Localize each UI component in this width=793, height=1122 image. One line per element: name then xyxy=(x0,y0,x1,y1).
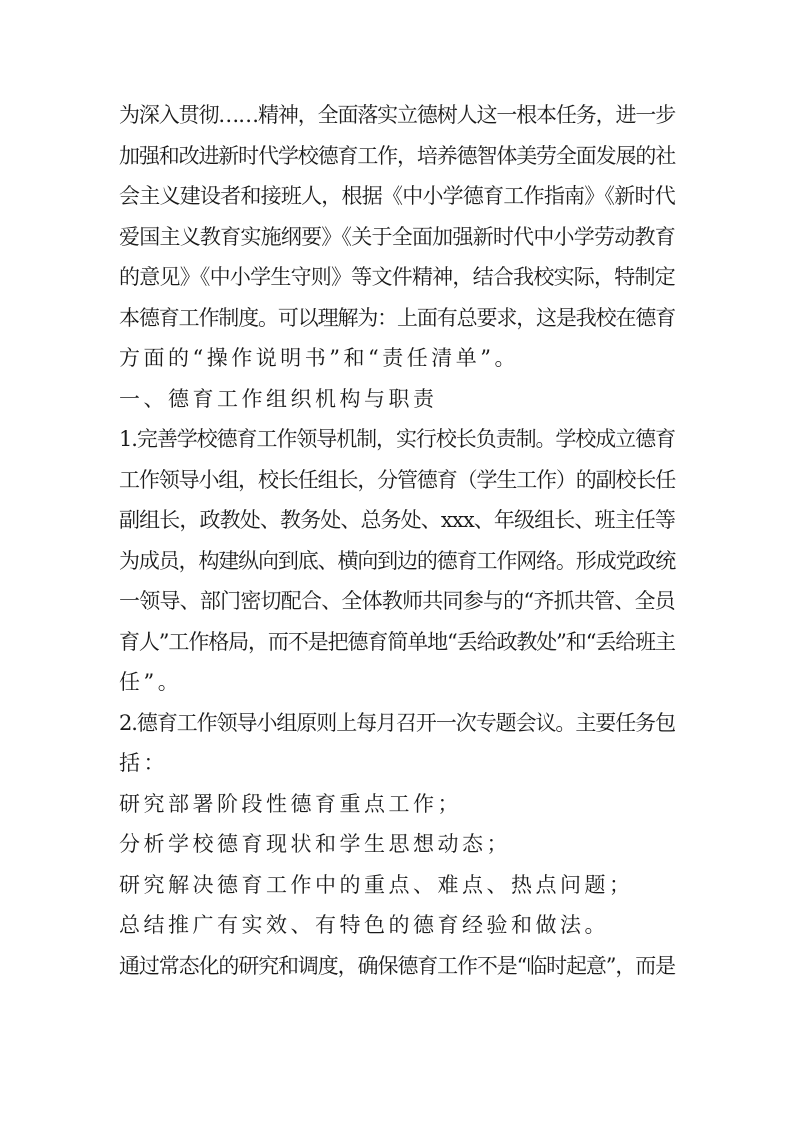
text-line-content: 通过常态化的研究和调度，确保德育工作不是“临时起意”，而是 xyxy=(119,953,675,978)
text-line-content: 为成员，构建纵向到底、横向到边的德育工作网络。形成党政统 xyxy=(119,548,676,573)
text-line xyxy=(119,703,675,744)
text-line-content: 爱国主义教育实施纲要》《关于全面加强新时代中小学劳动教育 xyxy=(119,224,675,249)
text-line-content: 的意见》《中小学生守则》等文件精神，结合我校实际，特制定 xyxy=(119,265,675,289)
text-line xyxy=(119,460,675,501)
text-line xyxy=(119,865,675,906)
text-line xyxy=(119,379,675,420)
text-line xyxy=(119,419,675,460)
text-line xyxy=(119,743,675,784)
text-line-content: 本德育工作制度。可以理解为：上面有总要求，这是我校在德育 xyxy=(119,305,676,330)
text-line-content: 2.德育工作领导小组原则上每月召开一次专题会议。主要任务包 xyxy=(119,710,676,735)
text-line-content: 工作领导小组，校长任组长，分管德育（学生工作）的副校长任 xyxy=(119,467,676,492)
text-line xyxy=(119,500,675,541)
text-line xyxy=(119,298,675,339)
text-line-content: 一、德育工作组织机构与职责 xyxy=(119,386,438,411)
text-line-content: 副组长，政教处、教务处、总务处、xxx、年级组长、班主任等 xyxy=(119,508,676,532)
text-line xyxy=(119,136,675,177)
text-line xyxy=(119,905,675,946)
text-line xyxy=(119,784,675,825)
text-line-content: 1.完善学校德育工作领导机制，实行校长负责制。学校成立德育 xyxy=(119,427,676,451)
text-line xyxy=(119,662,675,703)
text-line-content: 总结推广有实效、有特色的德育经验和做法。 xyxy=(119,913,609,937)
text-line xyxy=(119,95,675,136)
text-line xyxy=(119,824,675,865)
text-line xyxy=(119,622,675,663)
text-line-content: 研究部署阶段性德育重点工作； xyxy=(119,791,462,816)
text-line xyxy=(119,176,675,217)
document-page xyxy=(119,95,675,986)
text-line-content: 任”。 xyxy=(119,670,183,694)
text-line-content: 研究解决德育工作中的重点、难点、热点问题； xyxy=(119,872,634,897)
text-line xyxy=(119,581,675,622)
text-line-content: 括： xyxy=(119,751,168,775)
text-line-content: 方面的“操作说明书”和“责任清单”。 xyxy=(119,346,519,370)
text-line-content: 会主义建设者和接班人，根据《中小学德育工作指南》《新时代 xyxy=(119,184,675,208)
text-line-content: 分析学校德育现状和学生思想动态； xyxy=(119,832,511,856)
text-line-content: 加强和改进新时代学校德育工作，培养德智体美劳全面发展的社 xyxy=(119,143,676,168)
text-line-content: 为深入贯彻……精神，全面落实立德树人这一根本任务，进一步 xyxy=(119,103,676,127)
text-line-content: 一领导、部门密切配合、全体教师共同参与的“齐抓共管、全员 xyxy=(119,589,675,613)
text-line xyxy=(119,541,675,582)
text-line xyxy=(119,217,675,258)
text-line xyxy=(119,338,675,379)
text-line xyxy=(119,946,675,987)
text-line-content: 育人”工作格局，而不是把德育简单地“丢给政教处”和“丢给班主 xyxy=(119,629,675,654)
text-line xyxy=(119,257,675,298)
